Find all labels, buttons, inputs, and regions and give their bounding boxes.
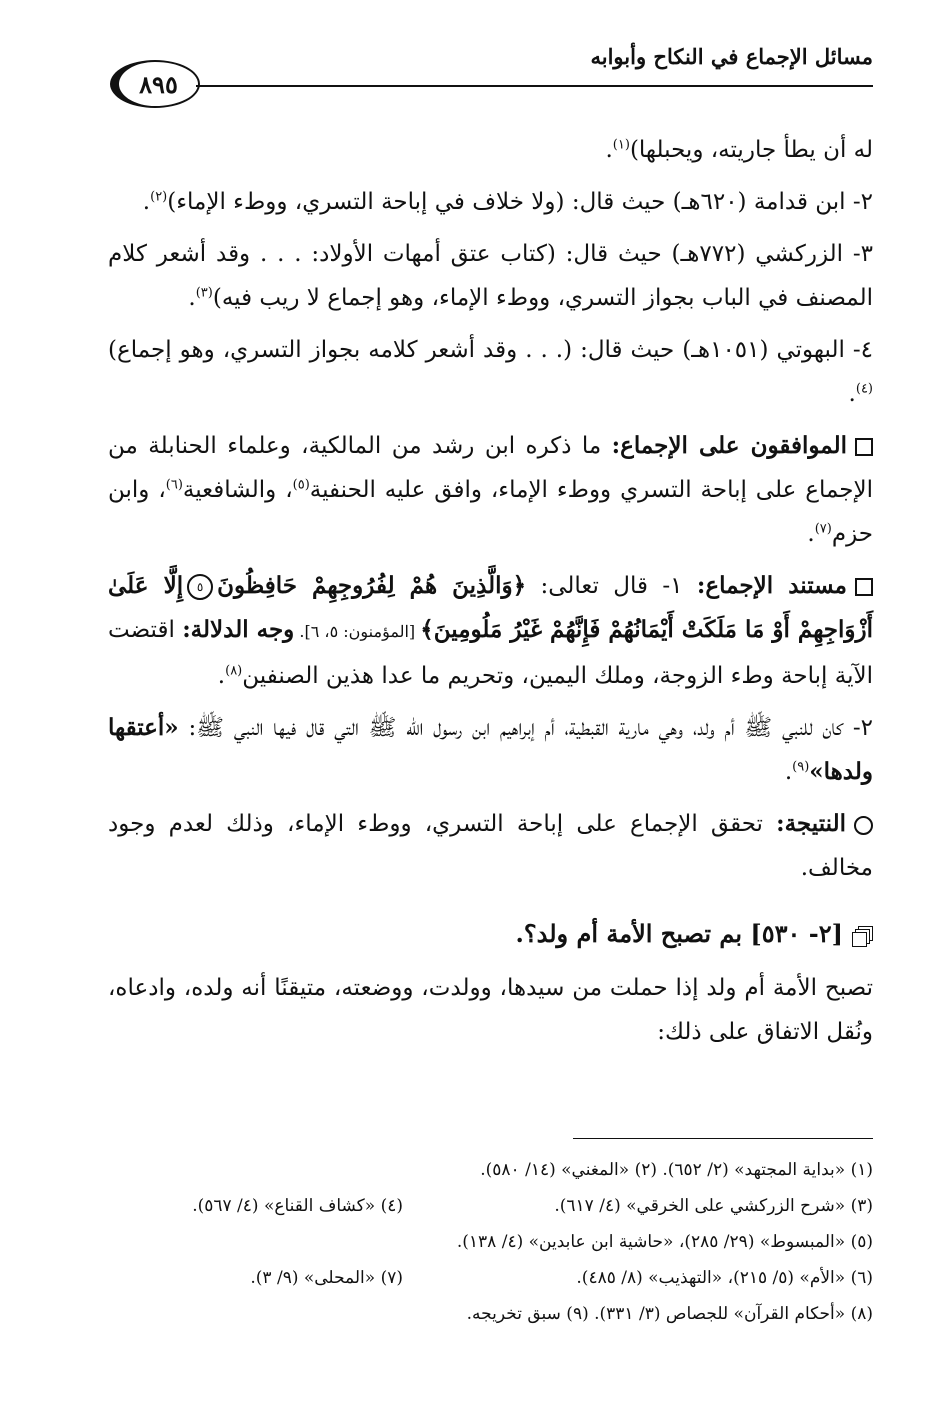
section-label: النتيجة: [776, 810, 846, 837]
paragraph-end: . [217, 663, 226, 689]
section-heading-text: [٢- ٥٣٠] بم تصبح الأمة أم ولد؟. [515, 919, 843, 948]
square-bullet-icon [855, 438, 873, 456]
page-number: ٨٩٥ [139, 69, 178, 99]
paragraph-text: اقتضت الآية إباحة وطء الزوجة، وملك اليمين، وتحريم ما عدا هذين الصنفين [108, 617, 873, 689]
hadith-quote: «أعتقها ولدها» [108, 714, 873, 785]
footnote-marker[interactable]: (٥) [292, 477, 310, 493]
page-number-oval [110, 60, 200, 108]
footnote: (٥) «المبسوط» (٢٩/ ٢٨٥)، «حاشية ابن عابدين» (٤/ ١٣٨). [456, 1232, 873, 1252]
paragraph-1 [108, 128, 873, 172]
main-text [108, 128, 873, 1062]
footnote-marker[interactable]: (٢) [150, 189, 168, 205]
paragraph-4 [108, 328, 873, 416]
verse-reference: [المؤمنون: ٥، ٦]. [294, 622, 421, 641]
footnote-marker[interactable]: (٨) [225, 663, 243, 679]
paragraph-text: تحقق الإجماع على إباحة التسري، ووطء الإماء، وذلك لعدم وجود مخالف. [108, 811, 873, 881]
footnote: (٧) «المحلى» (٩/ ٣). [250, 1268, 403, 1288]
paragraph-result [108, 802, 873, 890]
footnotes [108, 1152, 873, 1332]
footnote-row [108, 1224, 873, 1260]
paragraph-basis [108, 564, 873, 698]
paragraph-text: ٢- ابن قدامة (٦٢٠هـ) حيث قال: (ولا خلاف في إباحة التسري، ووطء الإماء) [167, 189, 873, 215]
footnote-marker[interactable]: (٤) [855, 381, 873, 397]
section-label: الموافقون على الإجماع: [611, 432, 847, 459]
paragraph-text: تصبح الأمة أم ولد إذا حملت من سيدها، وولدت، ووضعته، متيقنًا أنه ولده، وادعاه، ونُقل الاتفاق على ذلك: [108, 975, 873, 1045]
section-label: وجه الدلالة: [182, 616, 295, 643]
paragraph-text: ٢- كان للنبي ﷺ أم ولد، وهي مارية القبطية، أم إبراهيم ابن رسول الله ﷺ التي قال فيها النبي ﷺ: [178, 715, 873, 741]
footnote: (٨) «أحكام القرآن» للجصاص (٣/ ٣٣١). (٩) سبق تخريجه. [466, 1304, 873, 1324]
quran-verse: ﴿وَالَّذِينَ هُمْ لِفُرُوجِهِمْ حَافِظُونَ [217, 572, 527, 599]
paragraph-hadith [108, 706, 873, 794]
running-title: مسائل الإجماع في النكاح وأبوابه [590, 44, 873, 69]
footnote-marker[interactable]: (١) [612, 137, 630, 153]
paragraph-agreeing-scholars [108, 424, 873, 556]
paragraph-text: ما ذكره ابن رشد من المالكية، وعلماء الحنابلة من الإجماع على إباحة التسري ووطء الإماء، وافق عليه الحنفية [108, 433, 873, 503]
paragraph-text: ٣- الزركشي (٧٧٢هـ) حيث قال: (كتاب عتق أمهات الأولاد: . . . وقد أشعر كلام المصنف في الباب بجواز التسري، ووطء الإماء، وهو إجماع لا ريب فيه) [108, 241, 874, 311]
paragraph-text: ، والشافعية [182, 477, 293, 503]
paragraph-end: . [784, 759, 793, 785]
paragraph-end: . [848, 381, 856, 407]
footnote-marker[interactable]: (٣) [195, 285, 213, 301]
footnote: (٦) «الأم» (٥/ ٢١٥)، «التهذيب» (٨/ ٤٨٥). [576, 1268, 873, 1288]
circle-bullet-icon [854, 816, 873, 835]
paragraph-text: ، وابن حزم [108, 477, 873, 547]
footnote: (٣) «شرح الزركشي على الخرقي» (٤/ ٦١٧). [554, 1196, 873, 1216]
footnote-marker[interactable]: (٧) [814, 521, 832, 537]
footnote-marker[interactable]: (٩) [792, 759, 810, 775]
paragraph-3 [108, 232, 873, 320]
footnote-rule [573, 1138, 873, 1139]
footnote-row [108, 1260, 873, 1296]
paragraph-text: ١- قال تعالى: [526, 573, 697, 599]
footnote-row [108, 1152, 873, 1188]
paragraph-text: له أن يطأ جاريته، ويحبلها) [629, 137, 873, 163]
stacked-pages-icon [853, 926, 873, 946]
paragraph-end: . [605, 137, 613, 163]
footnote: (٤) «كشاف القناع» (٤/ ٥٦٧). [192, 1196, 403, 1216]
paragraph-2 [108, 180, 873, 224]
header-rule [196, 85, 873, 87]
paragraph-end: . [188, 285, 196, 311]
paragraph-end: . [142, 189, 151, 215]
section-heading [108, 912, 873, 956]
quran-verse: إِلَّا عَلَىٰ أَزْوَاجِهِمْ أَوْ مَا مَلَكَتْ أَيْمَانُهُمْ فَإِنَّهُمْ غَيْرُ مَلُومِينَ﴾ [108, 572, 874, 643]
square-bullet-icon [855, 578, 873, 596]
paragraph-text: ٤- البهوتي (١٠٥١هـ) حيث قال: (. . . وقد أشعر كلامه بجواز التسري، وهو إجماع) [108, 337, 873, 363]
footnote: (١) «بداية المجتهد» (٢/ ٦٥٢). (٢) «المغني» (١٤/ ٥٨٠). [480, 1160, 873, 1180]
ayah-number-icon: ٥ [187, 574, 213, 600]
section-label: مستند الإجماع: [696, 572, 847, 599]
footnote-row [108, 1188, 873, 1224]
paragraph-end: . [807, 521, 815, 547]
footnote-marker[interactable]: (٦) [165, 477, 183, 493]
paragraph-9 [108, 966, 873, 1054]
footnote-row [108, 1296, 873, 1332]
